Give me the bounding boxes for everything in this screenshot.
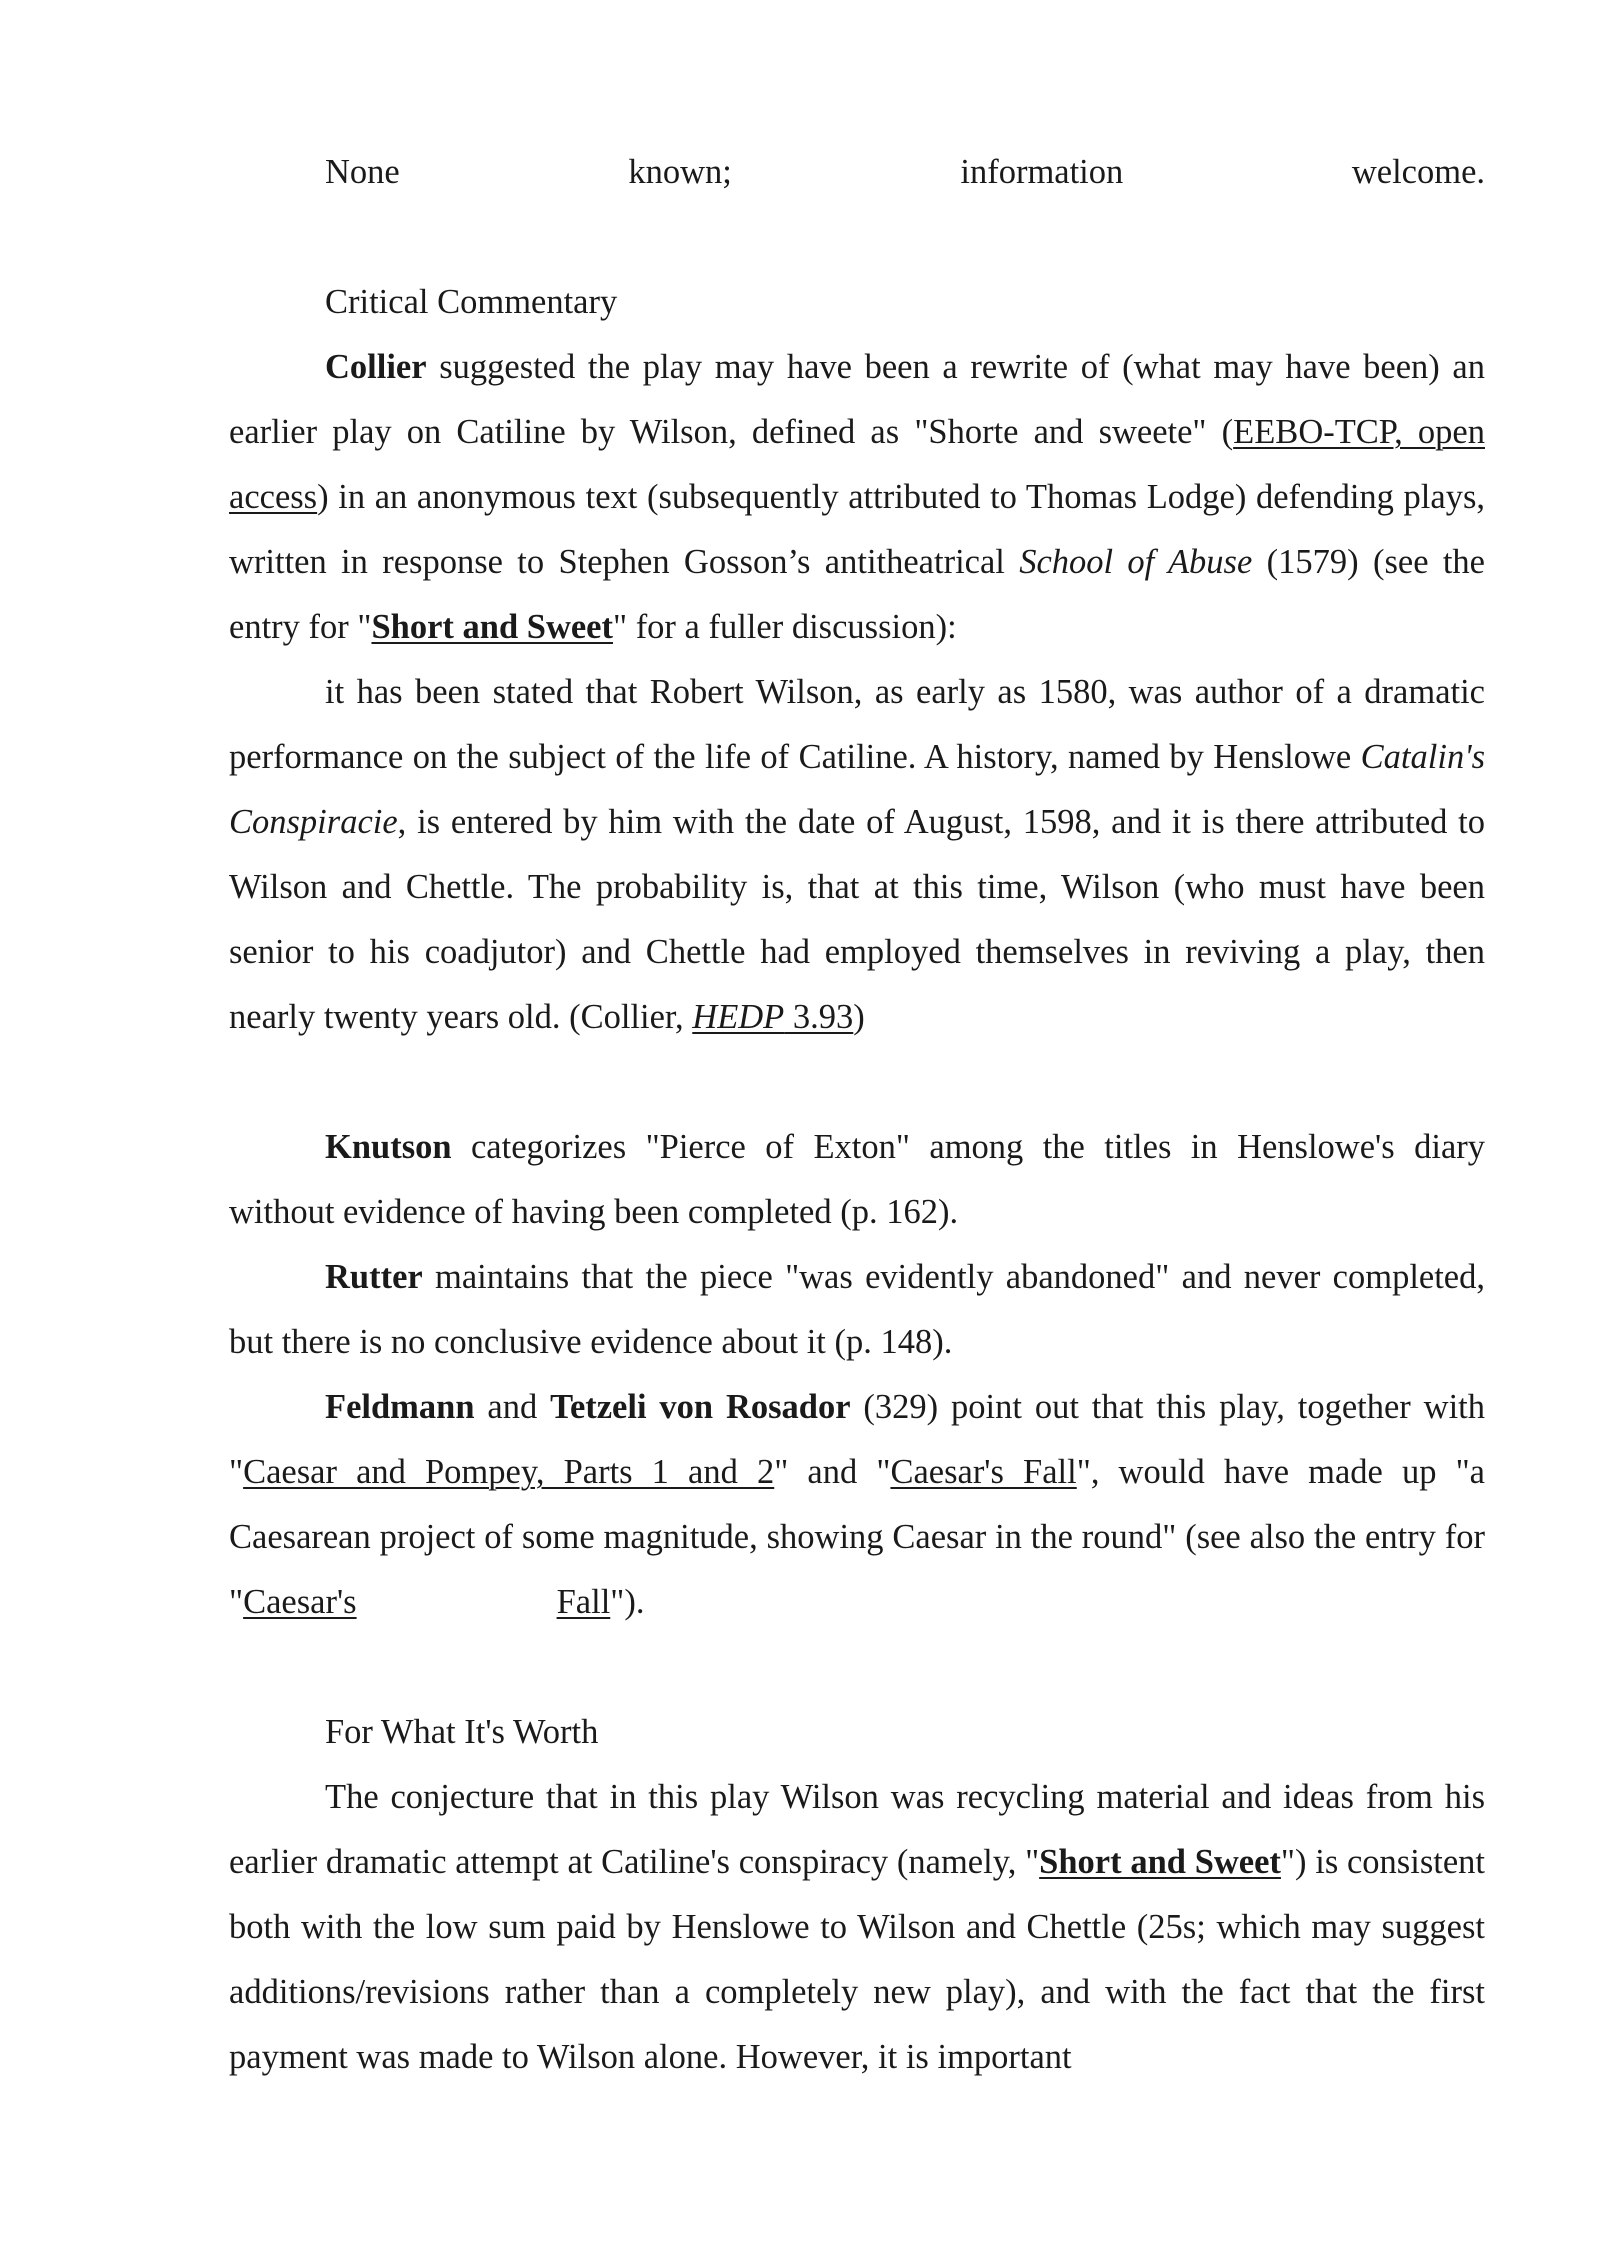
eebo-tcp-link[interactable]: EEBO-TCP, open access	[229, 413, 1485, 516]
document-body	[229, 140, 1485, 2090]
author-name: Rutter	[325, 1258, 423, 1296]
author-name: Feldmann	[325, 1388, 475, 1426]
for-what-its-worth-heading: For What It's Worth	[325, 1713, 599, 1751]
feldmann-paragraph: Feldmann and Tetzeli von Rosador (329) point out that this play, together with "Caesar and Pompey, Parts 1 and 2" and "Caesar's Fall", would have made up "a Caesarean project of some magnitude, showing Caesar in the round" (see also the entry for "Caesar's Fall").	[229, 1388, 1485, 1621]
fwiw-paragraph: The conjecture that in this play Wilson was recycling material and ideas from his earlier dramatic attempt at Catiline's conspiracy (namely, "Short and Sweet") is consistent both with the low sum paid by Henslowe to Wilson and Chettle (25s; which may suggest additions/revisions rather than a completely new play), and with the fact that the first payment was made to Wilson alone. However, it is important	[229, 1778, 1485, 2076]
author-name: Tetzeli von Rosador	[550, 1388, 851, 1426]
short-and-sweet-link[interactable]: Short and Sweet	[371, 608, 613, 646]
none-known-line: None known; information welcome.	[325, 153, 1486, 191]
author-name: Collier	[325, 348, 427, 386]
caesars-fall-link[interactable]: Caesar's Fall	[890, 1453, 1077, 1491]
knutson-paragraph: Knutson categorizes "Pierce of Exton" among the titles in Henslowe's diary without evidence of having been completed (p. 162).	[229, 1128, 1485, 1231]
rutter-paragraph: Rutter maintains that the piece "was evidently abandoned" and never completed, but there is no conclusive evidence about it (p. 148).	[229, 1258, 1485, 1361]
collier-quote: it has been stated that Robert Wilson, as early as 1580, was author of a dramatic performance on the subject of the life of Catiline. A history, named by Henslowe Catalin's Conspiracie, is entered by him with the date of August, 1598, and it is there attributed to Wilson and Chettle. The probability is, that at this time, Wilson (who must have been senior to his coadjutor) and Chettle had employed themselves in reviving a play, then nearly twenty years old. (Collier, HEDP 3.93)	[229, 673, 1485, 1036]
caesars-fall-entry-link[interactable]: Caesar's Fall	[243, 1583, 611, 1621]
caesar-and-pompey-link[interactable]: Caesar and Pompey, Parts 1 and 2	[243, 1453, 775, 1491]
short-and-sweet-link[interactable]: Short and Sweet	[1039, 1843, 1281, 1881]
collier-paragraph: Collier suggested the play may have been a rewrite of (what may have been) an earlier play on Catiline by Wilson, defined as "Shorte and sweete" (EEBO-TCP, open access) in an anonymous text (subsequently attributed to Thomas Lodge) defending plays, written in response to Stephen Gosson’s antitheatrical School of Abuse (1579) (see the entry for "Short and Sweet" for a fuller discussion):	[229, 348, 1485, 646]
author-name: Knutson	[325, 1128, 452, 1166]
critical-commentary-heading: Critical Commentary	[325, 283, 618, 321]
hedp-link[interactable]: HEDP 3.93	[692, 998, 854, 1036]
